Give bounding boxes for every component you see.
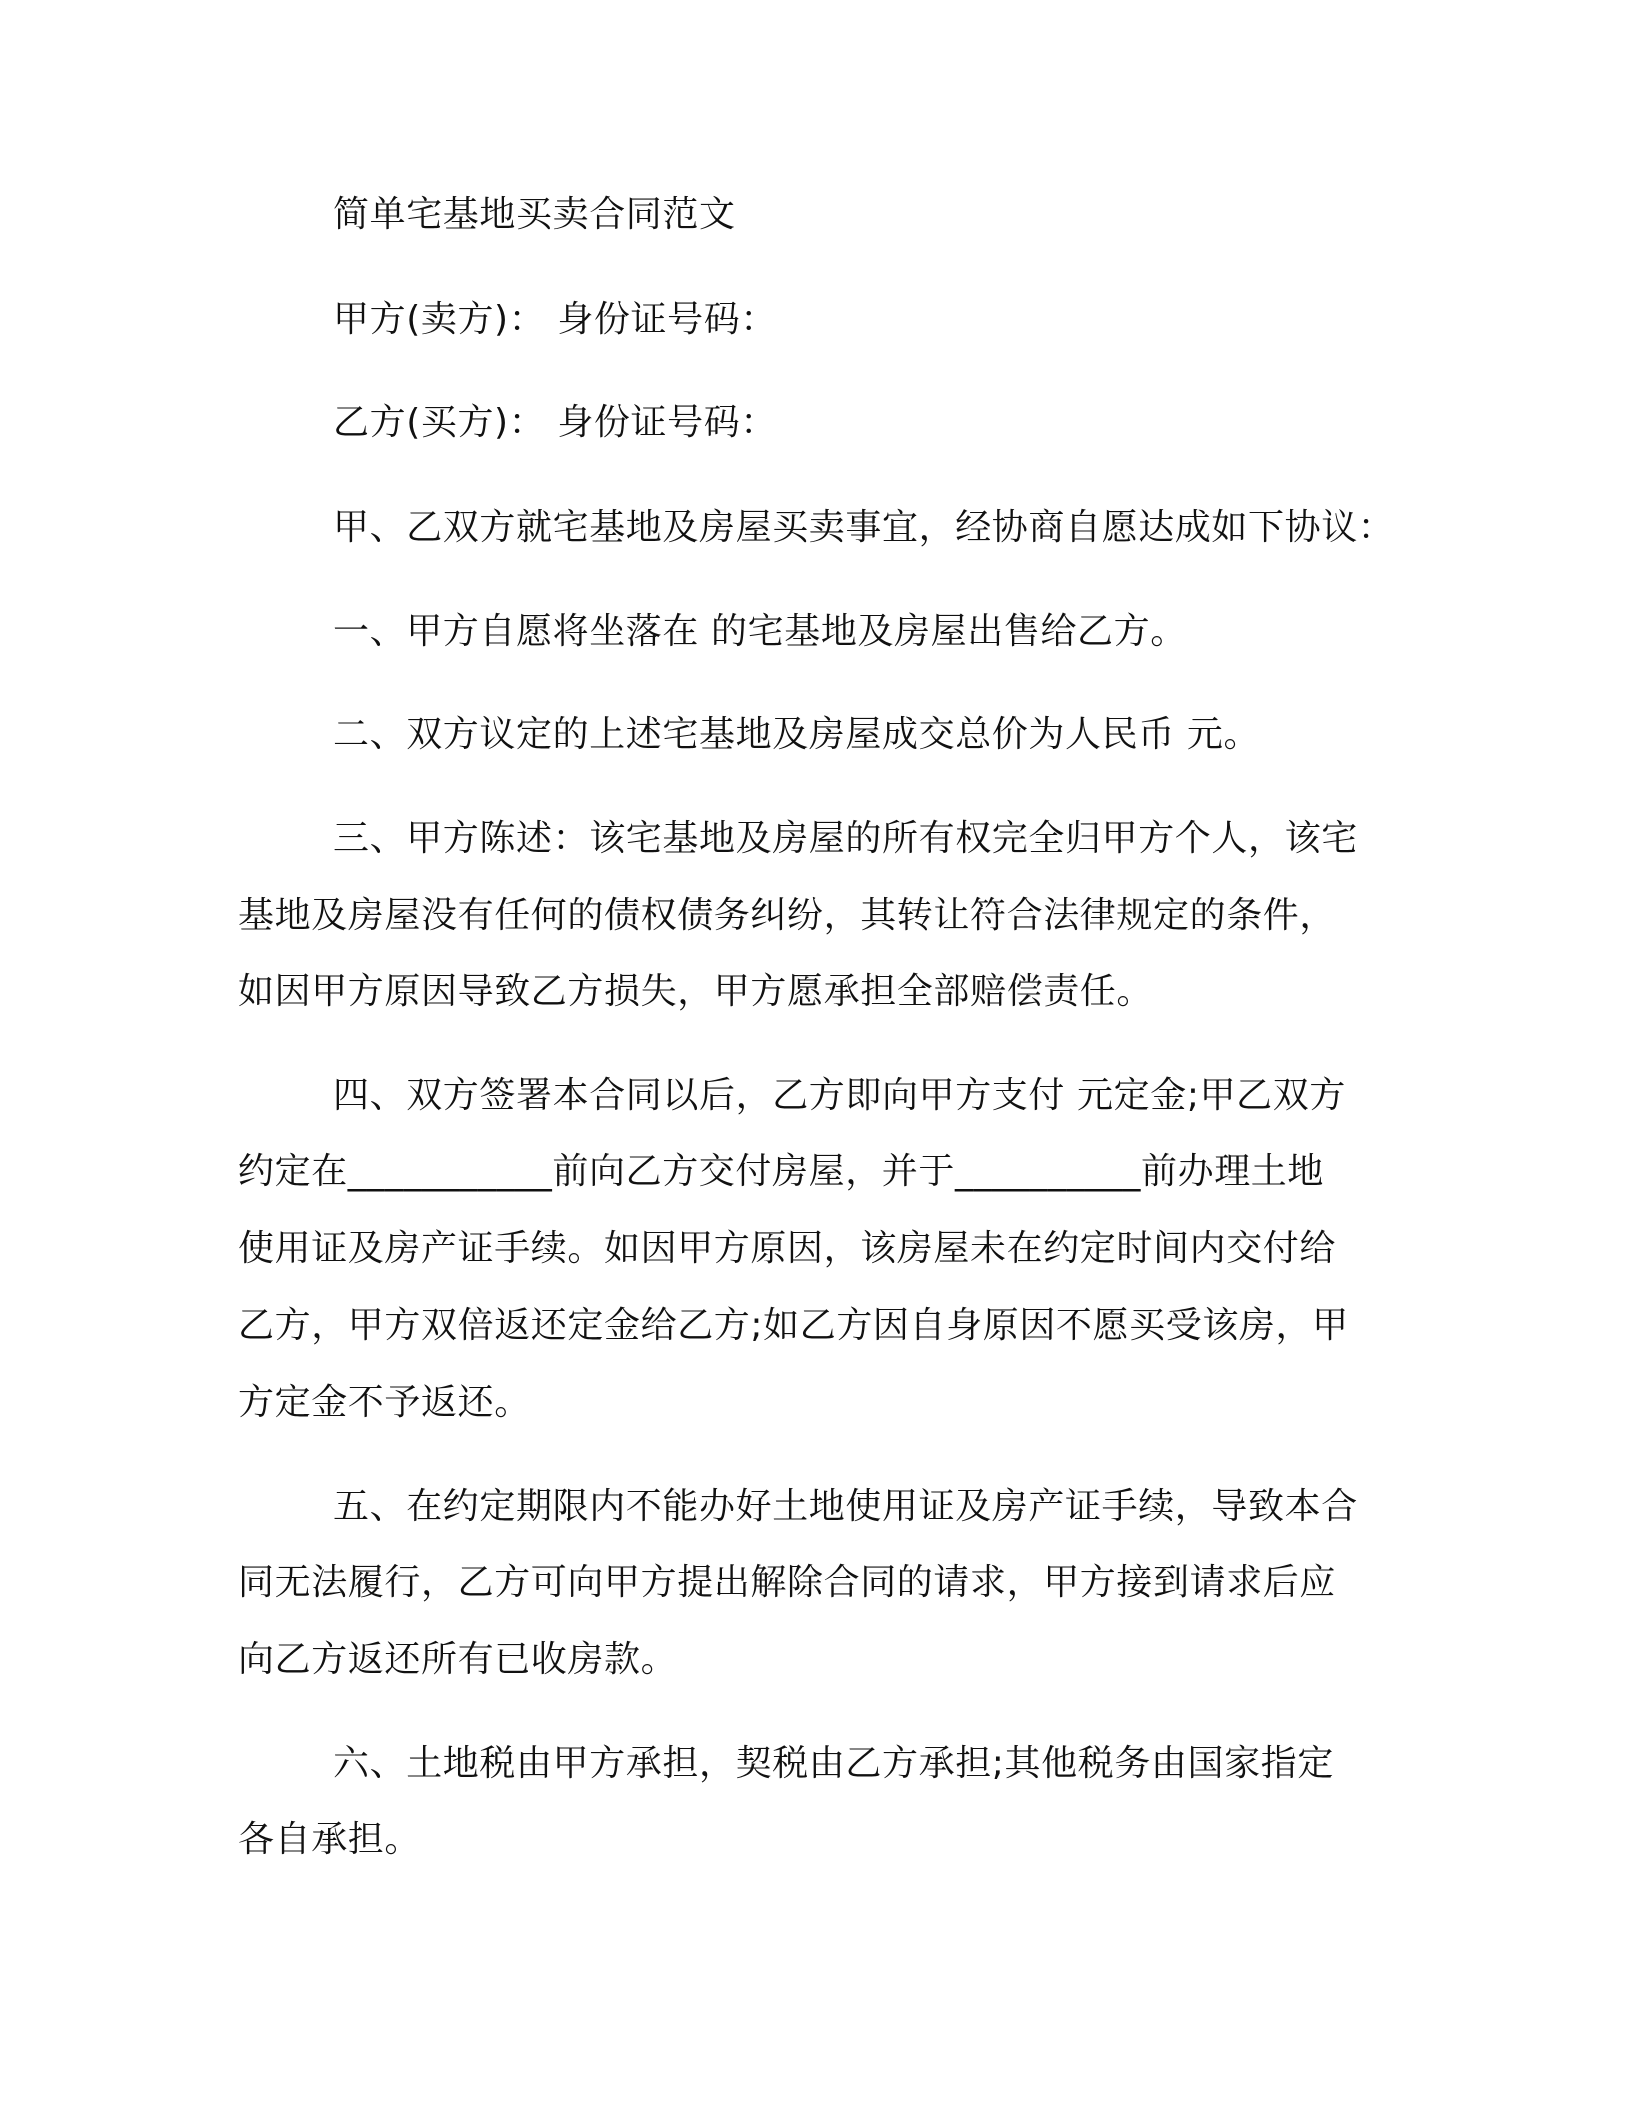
clause-6-line-1: 六、土地税由甲方承担，契税由乙方承担;其他税务由国家指定 — [333, 1743, 1334, 1784]
party-a-line: 甲方(卖方)： 身份证号码： — [333, 299, 777, 340]
party-b-line: 乙方(买方)： 身份证号码： — [333, 402, 777, 443]
clause-5-line-2: 同无法履行，乙方可向甲方提出解除合同的请求，甲方接到请求后应 — [238, 1562, 1337, 1603]
clause-3-line-1: 三、甲方陈述：该宅基地及房屋的所有权完全归甲方个人，该宅 — [333, 818, 1358, 859]
clause-2-line-1: 二、双方议定的上述宅基地及房屋成交总价为人民币 元。 — [333, 714, 1261, 755]
document-title: 简单宅基地买卖合同范文 — [333, 194, 736, 235]
clause-4-line-5: 方定金不予返还。 — [238, 1382, 531, 1423]
clause-4-line-1: 四、双方签署本合同以后，乙方即向甲方支付 元定金;甲乙双方 — [333, 1075, 1346, 1116]
clause-4-line-3: 使用证及房产证手续。如因甲方原因，该房屋未在约定时间内交付给 — [238, 1228, 1337, 1269]
clause-6-line-2: 各自承担。 — [238, 1819, 422, 1860]
clause-4-line-4: 乙方，甲方双倍返还定金给乙方;如乙方因自身原因不愿买受该房，甲 — [238, 1305, 1349, 1346]
clause-1-line-1: 一、甲方自愿将坐落在 的宅基地及房屋出售给乙方。 — [333, 611, 1187, 652]
clause-3-line-3: 如因甲方原因导致乙方损失，甲方愿承担全部赔偿责任。 — [238, 971, 1154, 1012]
clause-5-line-3: 向乙方返还所有已收房款。 — [238, 1639, 678, 1680]
clause-4-line-2: 约定在___________前向乙方交付房屋，并于__________前办理土地 — [238, 1151, 1324, 1192]
clause-3-line-2: 基地及房屋没有任何的债权债务纠纷，其转让符合法律规定的条件， — [238, 895, 1337, 936]
clause-5-line-1: 五、在约定期限内不能办好土地使用证及房产证手续，导致本合 — [333, 1486, 1358, 1527]
intro-paragraph: 甲、乙双方就宅基地及房屋买卖事宜，经协商自愿达成如下协议： — [333, 507, 1395, 548]
